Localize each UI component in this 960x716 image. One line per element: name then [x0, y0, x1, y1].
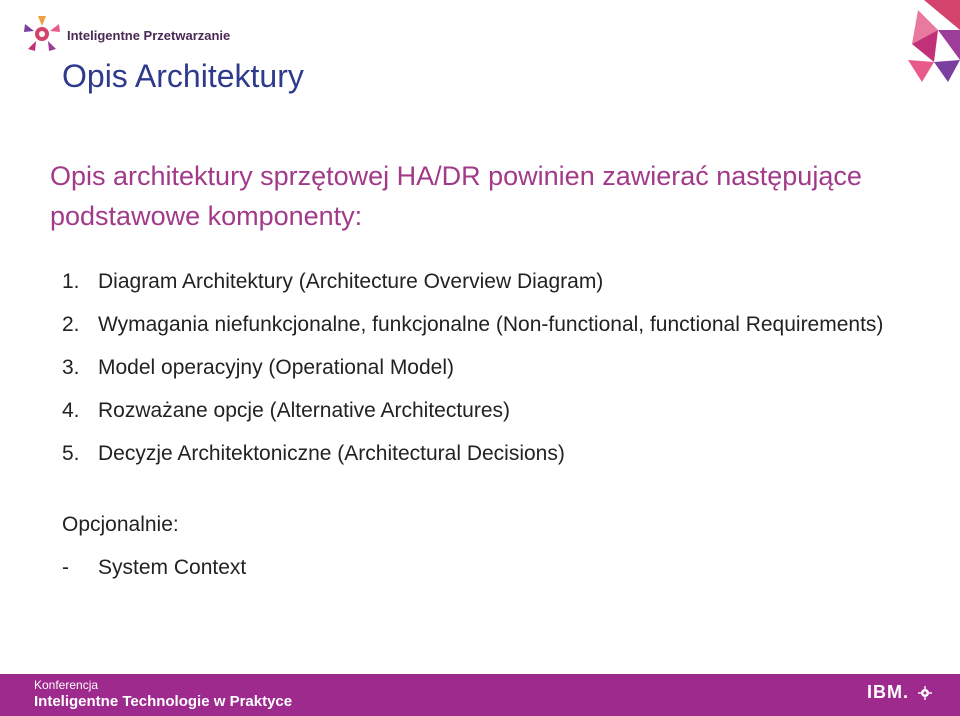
ibm-logo-text: IBM. — [866, 682, 909, 702]
slide-intro: Opis architektury sprzętowej HA/DR powinien zawierać następujące podstawowe komponenty: — [50, 161, 862, 231]
slide-title: Opis Architektury — [62, 58, 304, 94]
sub-list-item — [62, 556, 246, 580]
list-item-text: Decyzje Architektoniczne (Architectural Decisions) — [98, 442, 565, 465]
sub-list-dash: - — [62, 556, 69, 579]
corner-decoration-icon — [888, 0, 960, 82]
list-item-text: Model operacyjny (Operational Model) — [98, 356, 455, 379]
ibm-smarter-planet-icon — [918, 686, 932, 700]
footer-conference-name: Inteligentne Technologie w Praktyce — [34, 693, 293, 710]
list-item — [62, 397, 912, 425]
optional-label: Opcjonalnie: — [62, 513, 179, 536]
ibm-logo-icon — [867, 682, 932, 703]
logo-text: Inteligentne Przetwarzanie — [67, 28, 231, 43]
conference-logo — [22, 12, 262, 54]
list-item-number: 2. — [62, 313, 80, 336]
sub-list-item-text: System Context — [98, 556, 247, 579]
list-item-text: Rozważane opcje (Alternative Architectures) — [98, 399, 511, 422]
list-item-number: 3. — [62, 356, 80, 379]
list-item — [62, 311, 912, 339]
footer-bar — [0, 674, 960, 716]
component-list — [62, 268, 912, 483]
list-item — [62, 268, 912, 296]
footer-conference-label: Konferencja — [34, 678, 99, 692]
list-item-number: 1. — [62, 270, 80, 293]
list-item-number: 4. — [62, 399, 80, 422]
list-item-text: Wymagania niefunkcjonalne, funkcjonalne (Non-functional, functional Requirements) — [98, 313, 884, 336]
list-item-number: 5. — [62, 442, 80, 465]
flower-logo-icon — [22, 12, 62, 54]
list-item-text: Diagram Architektury (Architecture Overview Diagram) — [98, 270, 604, 293]
list-item — [62, 354, 912, 382]
list-item — [62, 440, 912, 468]
